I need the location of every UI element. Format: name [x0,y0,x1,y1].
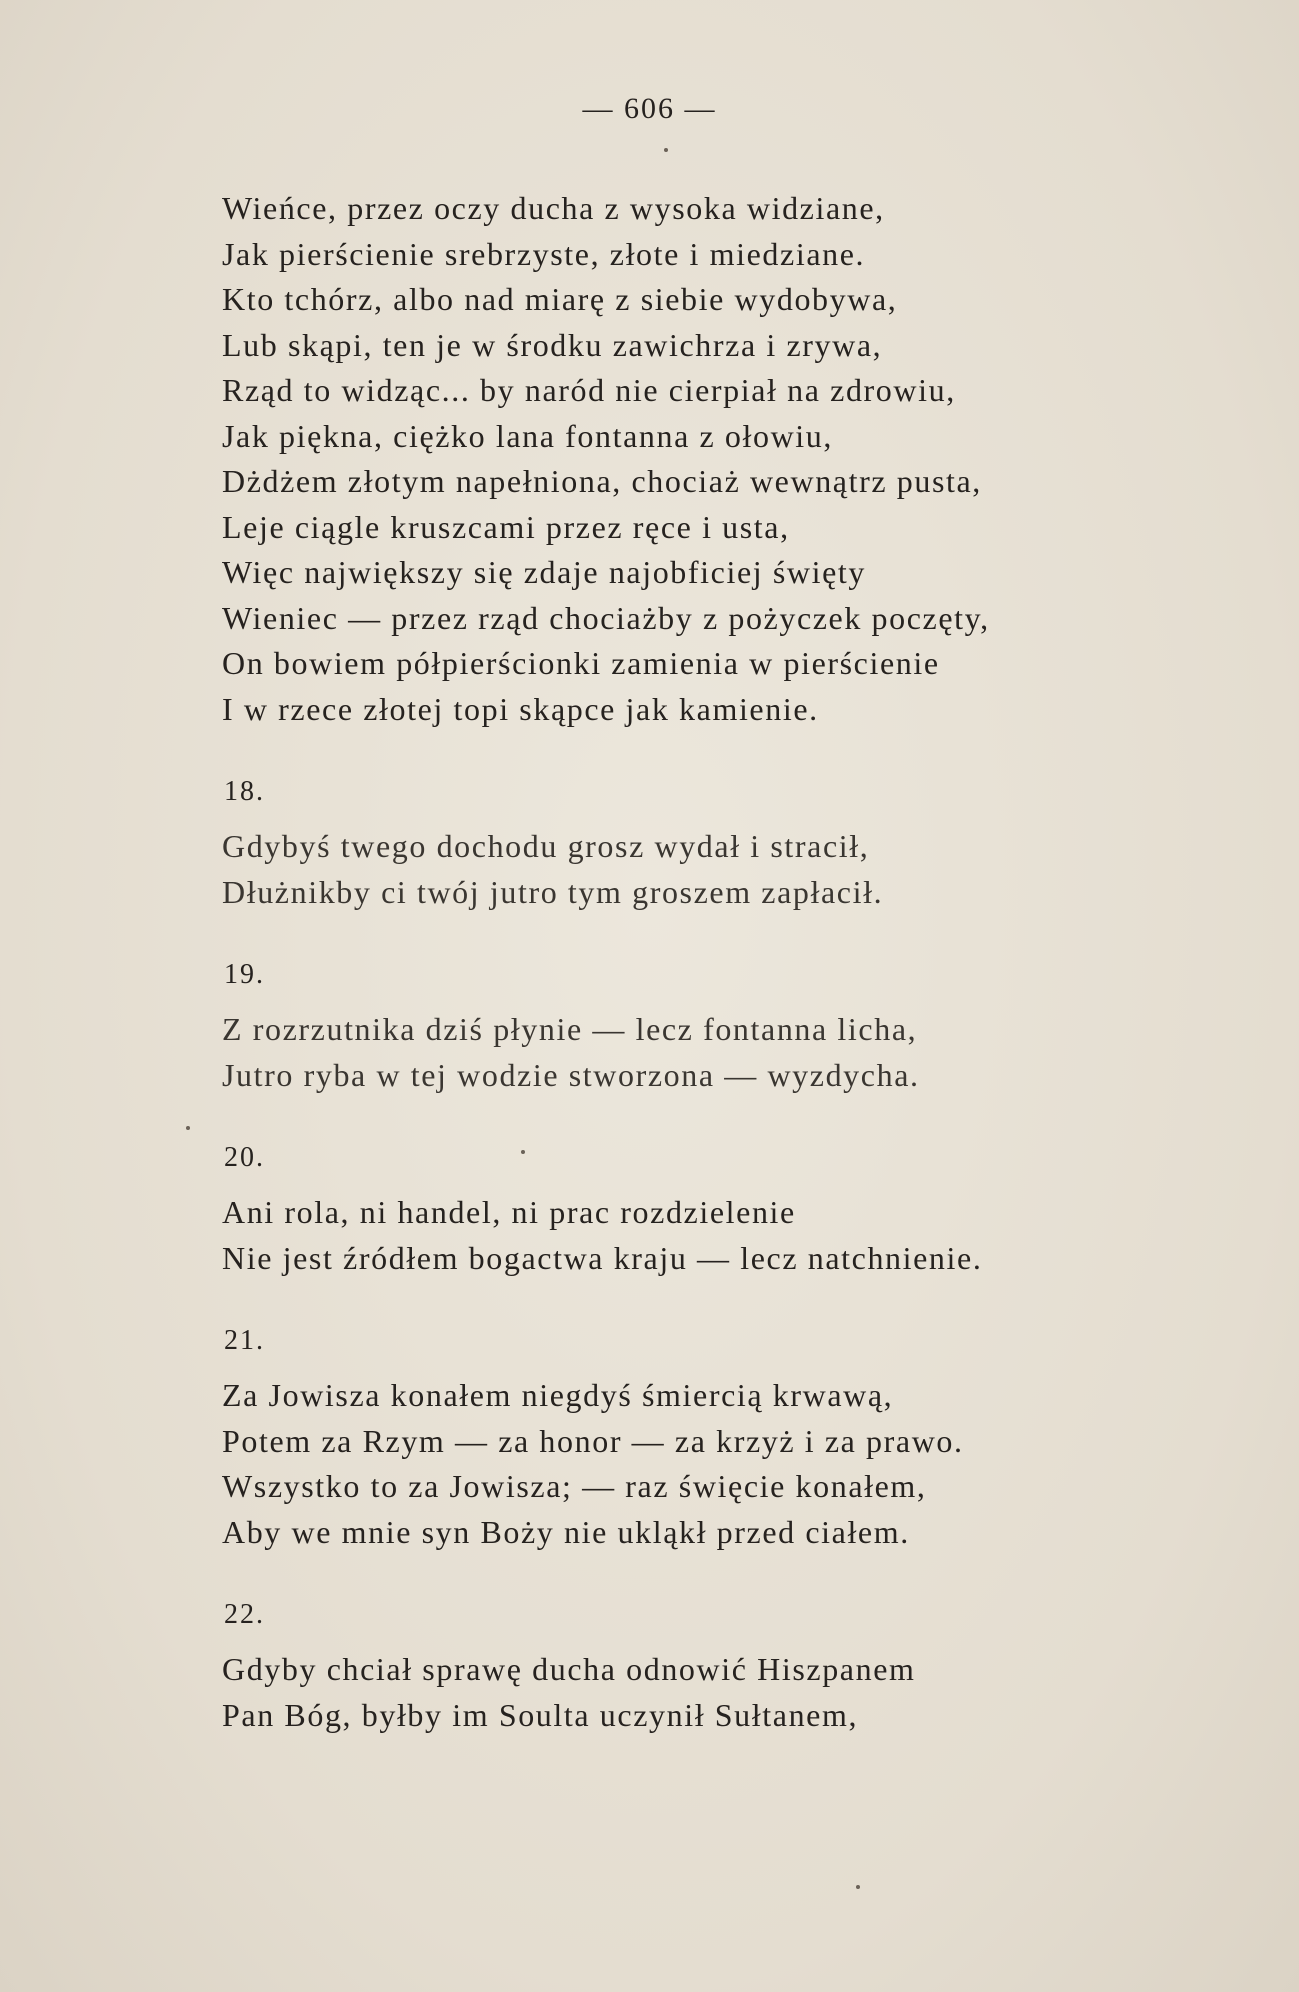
paper-speck [856,1885,860,1889]
verse-line: On bowiem półpierścionki zamienia w pierścienie [222,645,940,681]
section-20 [222,1138,1182,1281]
verse-line: Gdybyś twego dochodu grosz wydał i stracił, [222,828,870,864]
opening-stanza [222,186,1182,732]
section-22 [222,1595,1182,1738]
verse-line: Aby we mnie syn Boży nie ukląkł przed ciałem. [222,1513,910,1550]
verse-line: Potem za Rzym — za honor — za krzyż i za prawo. [222,1422,964,1459]
verse-line: Kto tchórz, albo nad miarę z siebie wydobywa, [222,281,898,317]
verse-line: Rząd to widząc... by naród nie cierpiał na zdrowiu, [222,372,956,408]
paper-speck [664,148,668,152]
verse-line: Za Jowisza konałem niegdyś śmiercią krwawą, [222,1377,894,1413]
paper-speck [186,1126,190,1130]
section-number: 21. [224,1325,265,1356]
verse-line: Wszystko to za Jowisza; — raz święcie konałem, [222,1468,927,1504]
verse-line: Wieńce, przez oczy ducha z wysoka widziane, [222,190,885,226]
verse-line: Więc największy się zdaje najobficiej święty [222,554,866,590]
section-number: 22. [224,1599,265,1630]
verse-line: Nie jest źródłem bogactwa kraju — lecz natchnienie. [222,1239,983,1276]
verse-line: Wieniec — przez rząd chociażby z pożyczek poczęty, [222,599,990,636]
verse-line: Leje ciągle kruszcami przez ręce i usta, [222,508,790,545]
paper-speck [521,1150,525,1154]
section-19 [222,955,1182,1098]
section-18 [222,772,1182,915]
verse-line: Dżdżem złotym napełniona, chociaż wewnątrz pusta, [222,463,982,499]
verse-line: Jak pierścienie srebrzyste, złote i miedziane. [222,235,866,272]
verse-line: Pan Bóg, byłby im Soulta uczynił Sułtanem, [222,1696,859,1733]
verse-line: Z rozrzutnika dziś płynie — lecz fontanna licha, [222,1011,918,1047]
verse-line: I w rzece złotej topi skąpce jak kamienie. [222,690,819,727]
verse-line: Gdyby chciał sprawę ducha odnowić Hiszpanem [222,1651,916,1687]
verse-line: Ani rola, ni handel, ni prac rozdzielenie [222,1194,796,1230]
verse-line: Jak piękna, ciężko lana fontanna z ołowiu, [222,417,833,454]
section-number: 20. [224,1142,265,1173]
section-number: 18. [224,776,265,807]
page-text [222,186,1182,1738]
verse-line: Lub skąpi, ten je w środku zawichrza i zrywa, [222,326,883,363]
section-number: 19. [224,959,265,990]
section-21 [222,1321,1182,1555]
verse-line: Dłużnikby ci twój jutro tym groszem zapłacił. [222,873,884,910]
page-number: — 606 — [582,92,717,125]
verse-line: Jutro ryba w tej wodzie stworzona — wyzdycha. [222,1056,920,1093]
